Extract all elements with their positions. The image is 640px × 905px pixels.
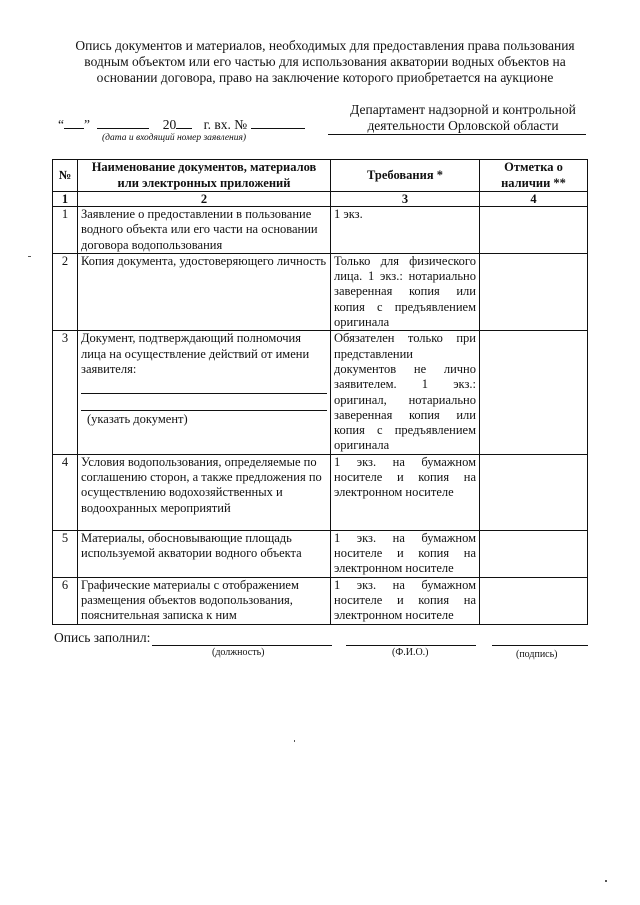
table-row — [53, 207, 588, 254]
column-number: 2 — [78, 192, 331, 207]
row-name-hint: (указать документ) — [87, 412, 188, 427]
authority-document-line-1[interactable] — [81, 379, 327, 394]
quote-open: “ — [58, 117, 64, 132]
row-num: 6 — [53, 577, 78, 624]
quote-close: ” — [84, 117, 90, 132]
row-mark-cell[interactable] — [480, 207, 588, 254]
scan-speck — [294, 740, 295, 742]
date-line — [58, 116, 305, 133]
header-requirements: Требования * — [331, 160, 480, 192]
row-num: 5 — [53, 530, 78, 577]
column-number: 4 — [480, 192, 588, 207]
row-num: 4 — [53, 454, 78, 530]
month-field[interactable] — [97, 116, 149, 129]
row-name-cell — [78, 331, 331, 454]
document-title — [40, 38, 610, 86]
table-row — [53, 530, 588, 577]
row-num: 2 — [53, 253, 78, 330]
row-mark-cell[interactable] — [480, 253, 588, 330]
row-requirements: 1 экз. на бумажном носителе и копия на электронном носителе — [331, 454, 480, 530]
position-signature-line[interactable] — [152, 645, 332, 646]
column-number-row — [53, 192, 588, 207]
scan-speck — [605, 880, 607, 882]
documents-table — [52, 159, 588, 625]
row-requirements: Только для физического лица. 1 экз.: нотариально заверенная копия или копия с предъявлением оригинала — [331, 253, 480, 330]
date-hint: (дата и входящий номер заявления) — [102, 133, 247, 143]
table-row — [53, 454, 588, 530]
row-num: 1 — [53, 207, 78, 254]
scan-speck — [28, 256, 31, 257]
row-num: 3 — [53, 331, 78, 454]
day-field[interactable] — [64, 116, 84, 129]
signature-line[interactable] — [492, 645, 588, 646]
row-name: Заявление о предоставлении в пользование водного объекта или его части на основании договора водопользования — [78, 207, 331, 254]
department-line-1: Департамент надзорной и контрольной — [350, 102, 576, 117]
row-requirements: Обязателен только при представлении документов не лично заявителем. 1 экз.: оригинал, нотариально заверенная копия или копия с предъявлением оригинала — [331, 331, 480, 454]
row-name: Материалы, обосновывающие площадь используемой акватории водного объекта — [78, 530, 331, 577]
department-line-2: деятельности Орловской области — [367, 118, 559, 133]
title-line-2: водным объектом или его частью для использования акватории водных объектов на — [84, 54, 566, 69]
incoming-label: г. вх. № — [203, 117, 248, 132]
header-num: № — [53, 160, 78, 192]
row-mark-cell[interactable] — [480, 530, 588, 577]
name-signature-line[interactable] — [346, 645, 476, 646]
table-row — [53, 331, 588, 454]
authority-document-line-2[interactable] — [81, 396, 327, 411]
footer-label: Опись заполнил: — [54, 630, 151, 645]
column-number: 3 — [331, 192, 480, 207]
position-label: (должность) — [212, 647, 265, 658]
row-mark-cell[interactable] — [480, 331, 588, 454]
header-name: Наименование документов, материалов или электронных приложений — [78, 160, 331, 192]
row-mark-cell[interactable] — [480, 577, 588, 624]
row-requirements: 1 экз. — [331, 207, 480, 254]
title-line-1: Опись документов и материалов, необходимых для предоставления права пользования — [75, 38, 575, 53]
table-row — [53, 253, 588, 330]
year-field[interactable] — [176, 116, 192, 129]
column-number: 1 — [53, 192, 78, 207]
row-name: Копия документа, удостоверяющего личность — [78, 253, 331, 330]
department-name — [338, 102, 588, 134]
row-name: Документ, подтверждающий полномочия лица на осуществление действий от имени заявителя: — [81, 331, 310, 376]
row-mark-cell[interactable] — [480, 454, 588, 530]
year-prefix: 20 — [162, 117, 177, 132]
department-underline — [328, 134, 586, 135]
row-name: Графические материалы с отображением размещения объектов водопользования, пояснительная записка к ним — [78, 577, 331, 624]
row-name: Условия водопользования, определяемые по соглашению сторон, а также предложения по осуществлению водохозяйственных и водоохранных мероприятий — [78, 454, 331, 530]
header-mark: Отметка о наличии ** — [480, 160, 588, 192]
incoming-number-field[interactable] — [251, 116, 305, 129]
title-line-3: основании договора, право на заключение которого приобретается на аукционе — [96, 70, 554, 85]
row-requirements: 1 экз. на бумажном носителе и копия на электронном носителе — [331, 530, 480, 577]
name-label: (Ф.И.О.) — [392, 647, 429, 658]
table-header-row — [53, 160, 588, 192]
row-requirements: 1 экз. на бумажном носителе и копия на электронном носителе — [331, 577, 480, 624]
table-row — [53, 577, 588, 624]
signature-label: (подпись) — [516, 649, 558, 660]
